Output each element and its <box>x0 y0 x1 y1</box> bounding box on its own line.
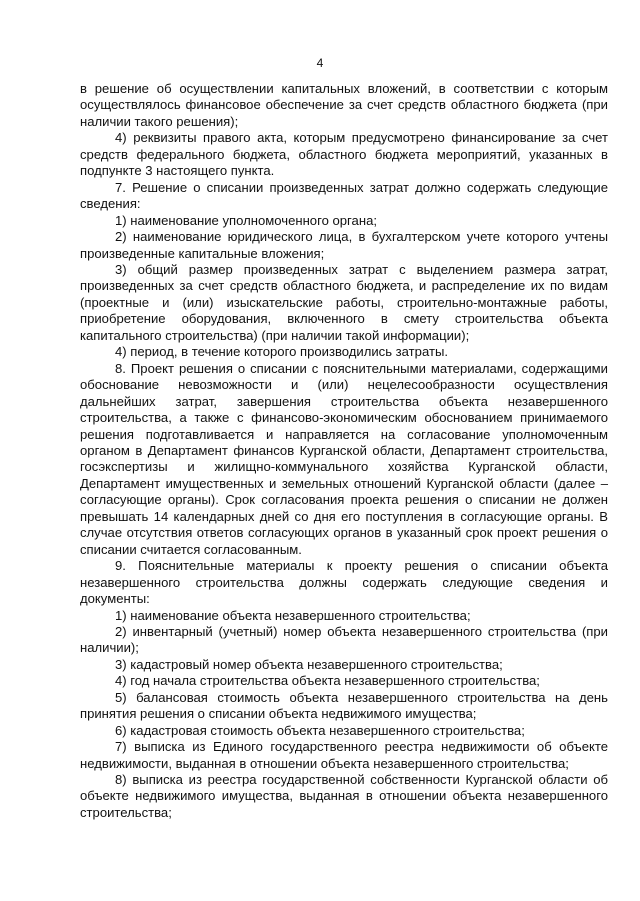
paragraph: 2) наименование юридического лица, в бухгалтерском учете которого учтены произведенные капитальные вложения; <box>80 229 608 261</box>
paragraph: 1) наименование уполномоченного органа; <box>115 212 377 228</box>
paragraph: 4) реквизиты правого акта, которым предусмотрено финансирование за счет средств федерального бюджета, областного бюджета мероприятий, указанных в подпункте 3 настоящего пункта. <box>80 130 608 179</box>
page-number: 4 <box>316 56 324 70</box>
paragraph: 4) год начала строительства объекта незавершенного строительства; <box>115 673 540 689</box>
paragraph: 3) кадастровый номер объекта незавершенного строительства; <box>115 656 503 672</box>
document-body <box>80 81 608 821</box>
paragraph: 8. Проект решения о списании с пояснительными материалами, содержащими обоснование невозможности и (или) нецелесообразности осуществления дальнейших затрат, завершения строительства объекта незавершенного строительства, а также с финансово-экономическим обоснованием принимаемого решения подготавливается и направляется на согласование уполномоченным органом в Департамент финансов Курганской области, Департамент строительства, госэкспертизы и жилищно-коммунального хозяйства Курганской области, Департамент имущественных и земельных отношений Курганской области (далее – согласующие органы). Срок согласования проекта решения о списании не должен превышать 14 календарных дней со дня его поступления в согласующие органы. В случае отсутствия ответов согласующих органов в указанный срок проект решения о списании считается согласованным. <box>80 360 608 557</box>
paragraph: 7) выписка из Единого государственного реестра недвижимости об объекте недвижимости, выданная в отношении объекта незавершенного строительства; <box>80 739 608 771</box>
paragraph: 5) балансовая стоимость объекта незавершенного строительства на день принятия решения о списании объекта недвижимого имущества; <box>80 689 608 722</box>
paragraph: 8) выписка из реестра государственной собственности Курганской области об объекте недвижимого имущества, выданная в отношении объекта незавершенного строительства; <box>80 772 608 820</box>
paragraph: 2) инвентарный (учетный) номер объекта незавершенного строительства (при наличии); <box>80 623 608 656</box>
paragraph: 1) наименование объекта незавершенного строительства; <box>115 607 471 623</box>
paragraph: 3) общий размер произведенных затрат с выделением размера затрат, произведенных за счет средств областного бюджета, и распределение их по видам (проектные и (или) изыскательские работы, строительно-монтажные работы, приобретение оборудования, включенного в смету строительства объекта капитального строительства) (при наличии такой информации); <box>80 261 608 343</box>
paragraph: 4) период, в течение которого производились затраты. <box>115 344 449 360</box>
paragraph: 6) кадастровая стоимость объекта незавершенного строительства; <box>115 722 525 738</box>
paragraph: 9. Пояснительные материалы к проекту решения о списании объекта незавершенного строительства должны содержать следующие сведения и документы: <box>80 558 608 607</box>
paragraph: 7. Решение о списании произведенных затрат должно содержать следующие сведения: <box>80 179 608 212</box>
paragraph: в решение об осуществлении капитальных вложений, в соответствии с которым осуществлялось финансовое обеспечение за счет средств областного бюджета (при наличии такого решения); <box>80 81 608 129</box>
